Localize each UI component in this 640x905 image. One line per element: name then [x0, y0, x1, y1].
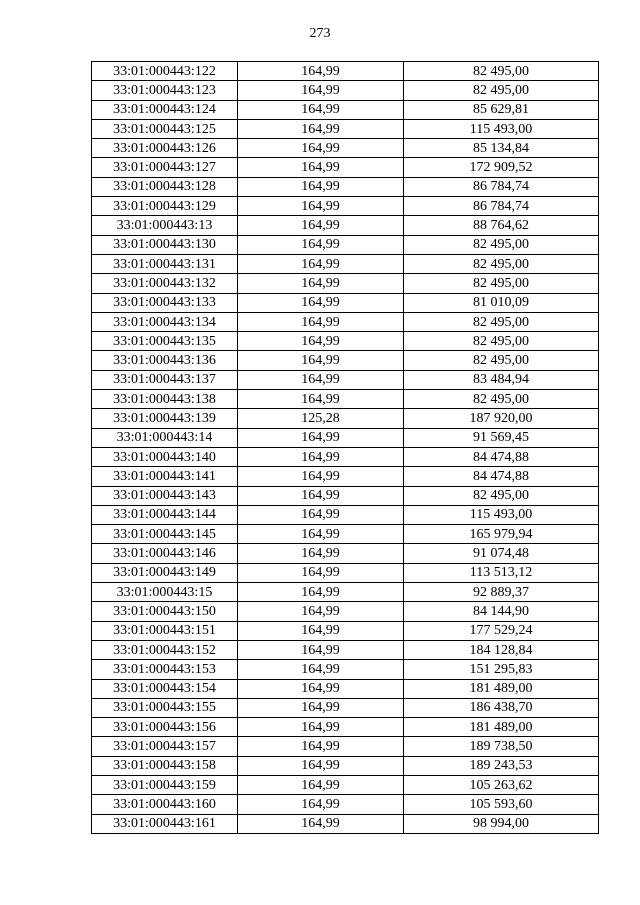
cadastral-number-cell: 33:01:000443:154: [92, 679, 238, 698]
table-row: [92, 139, 599, 158]
value-cell: 82 495,00: [404, 81, 599, 100]
area-cell: 164,99: [238, 274, 404, 293]
area-cell: 164,99: [238, 312, 404, 331]
cadastral-number-cell: 33:01:000443:122: [92, 62, 238, 81]
table-row: [92, 274, 599, 293]
value-cell: 82 495,00: [404, 351, 599, 370]
area-cell: 125,28: [238, 409, 404, 428]
value-cell: 88 764,62: [404, 216, 599, 235]
value-cell: 82 495,00: [404, 486, 599, 505]
area-cell: 164,99: [238, 814, 404, 833]
table-row: [92, 158, 599, 177]
table-row: [92, 756, 599, 775]
cadastral-number-cell: 33:01:000443:124: [92, 100, 238, 119]
cadastral-number-cell: 33:01:000443:161: [92, 814, 238, 833]
area-cell: 164,99: [238, 293, 404, 312]
area-cell: 164,99: [238, 679, 404, 698]
cadastral-number-cell: 33:01:000443:150: [92, 602, 238, 621]
cadastral-number-cell: 33:01:000443:153: [92, 660, 238, 679]
table-row: [92, 81, 599, 100]
cadastral-number-cell: 33:01:000443:149: [92, 563, 238, 582]
area-cell: 164,99: [238, 177, 404, 196]
table-row: [92, 583, 599, 602]
table-row: [92, 795, 599, 814]
table-row: [92, 216, 599, 235]
table-row: [92, 505, 599, 524]
table-row: [92, 293, 599, 312]
area-cell: 164,99: [238, 795, 404, 814]
area-cell: 164,99: [238, 486, 404, 505]
value-cell: 83 484,94: [404, 370, 599, 389]
table-row: [92, 737, 599, 756]
value-cell: 151 295,83: [404, 660, 599, 679]
value-cell: 82 495,00: [404, 254, 599, 273]
cadastral-number-cell: 33:01:000443:157: [92, 737, 238, 756]
area-cell: 164,99: [238, 640, 404, 659]
table-row: [92, 177, 599, 196]
area-cell: 164,99: [238, 100, 404, 119]
area-cell: 164,99: [238, 332, 404, 351]
area-cell: 164,99: [238, 718, 404, 737]
value-cell: 82 495,00: [404, 332, 599, 351]
registry-table-body: [92, 62, 599, 834]
cadastral-number-cell: 33:01:000443:125: [92, 119, 238, 138]
area-cell: 164,99: [238, 583, 404, 602]
area-cell: 164,99: [238, 756, 404, 775]
area-cell: 164,99: [238, 447, 404, 466]
cadastral-number-cell: 33:01:000443:140: [92, 447, 238, 466]
table-row: [92, 814, 599, 833]
cadastral-number-cell: 33:01:000443:135: [92, 332, 238, 351]
cadastral-number-cell: 33:01:000443:128: [92, 177, 238, 196]
value-cell: 92 889,37: [404, 583, 599, 602]
table-row: [92, 428, 599, 447]
area-cell: 164,99: [238, 139, 404, 158]
area-cell: 164,99: [238, 467, 404, 486]
cadastral-number-cell: 33:01:000443:156: [92, 718, 238, 737]
cadastral-number-cell: 33:01:000443:129: [92, 197, 238, 216]
value-cell: 181 489,00: [404, 718, 599, 737]
value-cell: 177 529,24: [404, 621, 599, 640]
area-cell: 164,99: [238, 698, 404, 717]
area-cell: 164,99: [238, 119, 404, 138]
table-row: [92, 254, 599, 273]
cadastral-number-cell: 33:01:000443:134: [92, 312, 238, 331]
value-cell: 81 010,09: [404, 293, 599, 312]
table-row: [92, 351, 599, 370]
value-cell: 165 979,94: [404, 525, 599, 544]
cadastral-number-cell: 33:01:000443:152: [92, 640, 238, 659]
cadastral-number-cell: 33:01:000443:141: [92, 467, 238, 486]
value-cell: 84 474,88: [404, 447, 599, 466]
value-cell: 115 493,00: [404, 505, 599, 524]
table-row: [92, 467, 599, 486]
cadastral-number-cell: 33:01:000443:15: [92, 583, 238, 602]
table-row: [92, 660, 599, 679]
value-cell: 186 438,70: [404, 698, 599, 717]
table-row: [92, 698, 599, 717]
table-row: [92, 775, 599, 794]
table-row: [92, 544, 599, 563]
value-cell: 105 263,62: [404, 775, 599, 794]
value-cell: 82 495,00: [404, 62, 599, 81]
cadastral-number-cell: 33:01:000443:143: [92, 486, 238, 505]
value-cell: 98 994,00: [404, 814, 599, 833]
cadastral-number-cell: 33:01:000443:130: [92, 235, 238, 254]
cadastral-number-cell: 33:01:000443:146: [92, 544, 238, 563]
area-cell: 164,99: [238, 602, 404, 621]
value-cell: 82 495,00: [404, 312, 599, 331]
cadastral-number-cell: 33:01:000443:136: [92, 351, 238, 370]
cadastral-number-cell: 33:01:000443:127: [92, 158, 238, 177]
value-cell: 113 513,12: [404, 563, 599, 582]
table-row: [92, 602, 599, 621]
value-cell: 85 629,81: [404, 100, 599, 119]
table-row: [92, 640, 599, 659]
area-cell: 164,99: [238, 737, 404, 756]
cadastral-number-cell: 33:01:000443:14: [92, 428, 238, 447]
value-cell: 115 493,00: [404, 119, 599, 138]
area-cell: 164,99: [238, 197, 404, 216]
table-row: [92, 447, 599, 466]
area-cell: 164,99: [238, 254, 404, 273]
area-cell: 164,99: [238, 351, 404, 370]
table-row: [92, 312, 599, 331]
table-row: [92, 409, 599, 428]
cadastral-number-cell: 33:01:000443:160: [92, 795, 238, 814]
area-cell: 164,99: [238, 525, 404, 544]
value-cell: 82 495,00: [404, 390, 599, 409]
area-cell: 164,99: [238, 775, 404, 794]
cadastral-number-cell: 33:01:000443:155: [92, 698, 238, 717]
value-cell: 172 909,52: [404, 158, 599, 177]
table-row: [92, 370, 599, 389]
value-cell: 91 569,45: [404, 428, 599, 447]
cadastral-number-cell: 33:01:000443:144: [92, 505, 238, 524]
area-cell: 164,99: [238, 621, 404, 640]
table-row: [92, 563, 599, 582]
value-cell: 84 144,90: [404, 602, 599, 621]
value-cell: 189 243,53: [404, 756, 599, 775]
cadastral-number-cell: 33:01:000443:132: [92, 274, 238, 293]
table-row: [92, 197, 599, 216]
value-cell: 86 784,74: [404, 177, 599, 196]
value-cell: 84 474,88: [404, 467, 599, 486]
area-cell: 164,99: [238, 370, 404, 389]
cadastral-number-cell: 33:01:000443:137: [92, 370, 238, 389]
area-cell: 164,99: [238, 62, 404, 81]
cadastral-number-cell: 33:01:000443:151: [92, 621, 238, 640]
value-cell: 91 074,48: [404, 544, 599, 563]
registry-table: [91, 61, 599, 834]
area-cell: 164,99: [238, 428, 404, 447]
table-row: [92, 100, 599, 119]
table-row: [92, 486, 599, 505]
value-cell: 82 495,00: [404, 274, 599, 293]
cadastral-number-cell: 33:01:000443:13: [92, 216, 238, 235]
value-cell: 189 738,50: [404, 737, 599, 756]
table-row: [92, 525, 599, 544]
area-cell: 164,99: [238, 563, 404, 582]
area-cell: 164,99: [238, 216, 404, 235]
value-cell: 187 920,00: [404, 409, 599, 428]
page-number: 273: [309, 26, 331, 41]
area-cell: 164,99: [238, 660, 404, 679]
area-cell: 164,99: [238, 544, 404, 563]
value-cell: 85 134,84: [404, 139, 599, 158]
cadastral-number-cell: 33:01:000443:131: [92, 254, 238, 273]
area-cell: 164,99: [238, 390, 404, 409]
value-cell: 86 784,74: [404, 197, 599, 216]
table-row: [92, 119, 599, 138]
table-row: [92, 62, 599, 81]
cadastral-number-cell: 33:01:000443:158: [92, 756, 238, 775]
cadastral-number-cell: 33:01:000443:123: [92, 81, 238, 100]
value-cell: 181 489,00: [404, 679, 599, 698]
cadastral-number-cell: 33:01:000443:159: [92, 775, 238, 794]
table-row: [92, 390, 599, 409]
cadastral-number-cell: 33:01:000443:138: [92, 390, 238, 409]
table-row: [92, 332, 599, 351]
cadastral-number-cell: 33:01:000443:126: [92, 139, 238, 158]
cadastral-number-cell: 33:01:000443:139: [92, 409, 238, 428]
value-cell: 82 495,00: [404, 235, 599, 254]
cadastral-number-cell: 33:01:000443:145: [92, 525, 238, 544]
cadastral-number-cell: 33:01:000443:133: [92, 293, 238, 312]
table-row: [92, 621, 599, 640]
table-row: [92, 235, 599, 254]
value-cell: 105 593,60: [404, 795, 599, 814]
value-cell: 184 128,84: [404, 640, 599, 659]
area-cell: 164,99: [238, 505, 404, 524]
table-row: [92, 679, 599, 698]
table-row: [92, 718, 599, 737]
area-cell: 164,99: [238, 158, 404, 177]
area-cell: 164,99: [238, 235, 404, 254]
area-cell: 164,99: [238, 81, 404, 100]
